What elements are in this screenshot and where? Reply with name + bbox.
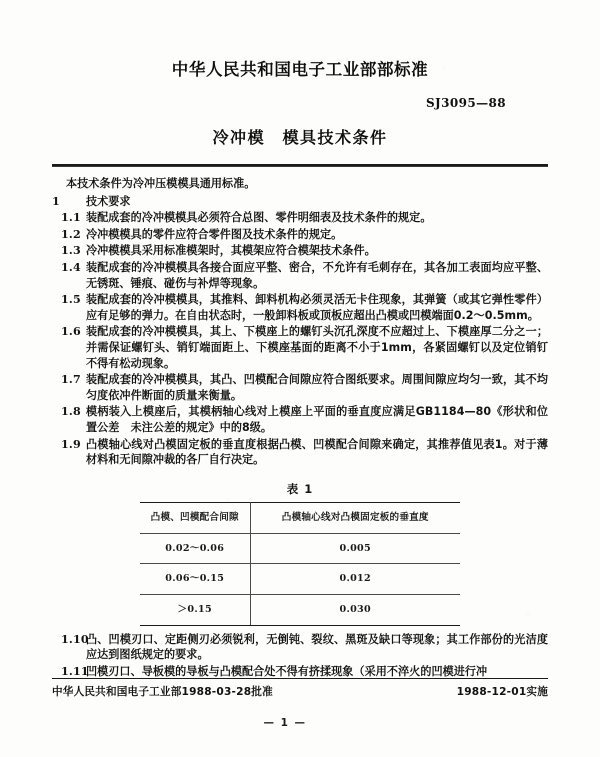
intro-paragraph: 本技术条件为冷冲压模模具通用标准。: [66, 177, 256, 190]
clause-1-7: [52, 372, 548, 403]
cell-clearance: ＞0.15: [140, 595, 250, 626]
clause-number: 1.6: [61, 325, 81, 339]
clause-1-1: [52, 210, 548, 226]
document-body: [52, 176, 548, 679]
table-caption: 表 1: [286, 481, 314, 496]
document-header: [52, 56, 548, 80]
cell-clearance: 0.02～0.06: [140, 533, 250, 564]
clause-text: 凹模刃口、导板模的导板与凸模配合处不得有挤揉现象（采用不淬火的凹模进行冲: [86, 664, 488, 678]
table-1-container: [52, 482, 548, 626]
clause-1-8: [52, 404, 548, 435]
section-heading: [52, 194, 548, 210]
document-title-row: [52, 125, 548, 148]
clause-text: 装配成套的冷冲模模具各接合面应平整、密合，不允许有毛刺存在，其各加工表面均应平整、无锈斑、锤痕、碰伤与补焊等现象。: [86, 260, 548, 290]
clause-text: 装配成套的冷冲模模具必须符合总图、零件明细表及技术条件的规定。: [86, 211, 432, 225]
clause-1-6: [52, 324, 548, 371]
clause-text: 模柄装入上模座后，其模柄轴心线对上模座上平面的垂直度应满足GB1184—80《形状和位置公差 未注公差的规定》中的8级。: [86, 405, 548, 434]
cell-perpendicularity: 0.030: [250, 595, 460, 626]
page-title: 冷冲模 模具技术条件: [212, 128, 388, 147]
clause-1-5: [52, 292, 548, 323]
clause-text: 凸、凹模刃口、定距侧刃必须锐利，无倒钝、裂纹、黑斑及缺口等现象；其工作部份的光洁度应达到图纸规定的要求。: [86, 632, 548, 662]
clause-number: 1.5: [61, 293, 81, 307]
cell-perpendicularity: 0.012: [250, 564, 460, 595]
page-number: — 1 —: [263, 717, 307, 729]
clause-number: 1.10: [61, 632, 89, 646]
clause-1-9: [52, 437, 548, 468]
clause-1-4: [52, 260, 548, 291]
clause-1-2: [52, 227, 548, 243]
clause-text: 凸模轴心线对凸模固定板的垂直度根据凸模、凹模配合间隙来确定，其推荐值见表1。对于薄材料和无间隙冲裁的各厂自行决定。: [86, 437, 548, 467]
footer-divider: [52, 678, 548, 679]
clause-number: 1.3: [61, 244, 81, 258]
cell-perpendicularity: 0.005: [250, 533, 460, 564]
clause-text: 装配成套的冷冲模模具，其推料、卸料机构必须灵活无卡住现象，其弹簧（或其它弹性零件）应有足够的弹力。在自由状态时，一般卸料板或顶板应超出凸模或凹模端面0.2～0.5mm。: [86, 293, 548, 322]
table-header-row: [140, 503, 460, 534]
clause-number: 1.4: [61, 260, 81, 274]
table-row: [140, 564, 460, 595]
standard-number: SJ3095—88: [425, 96, 506, 110]
clause-number: 1.7: [61, 373, 81, 387]
clause-number: 1.1: [61, 211, 81, 225]
clause-number: 1.11: [61, 664, 89, 678]
tolerance-table: [140, 502, 460, 625]
footer-row: [52, 684, 548, 699]
table-row: [140, 533, 460, 564]
clause-number: 1.2: [61, 227, 81, 241]
implementation-date: 1988-12-01实施: [456, 686, 548, 698]
cell-clearance: 0.06～0.15: [140, 564, 250, 595]
issuing-organization: 中华人民共和国电子工业部部标准: [171, 60, 429, 79]
table-row: [140, 595, 460, 626]
page-footer: [52, 678, 548, 699]
approval-statement: 中华人民共和国电子工业部1988-03-28批准: [52, 686, 273, 698]
clause-number: 1.8: [61, 405, 81, 419]
clause-1-10: [52, 632, 548, 663]
section-number: 1: [52, 194, 60, 208]
clause-number: 1.9: [61, 437, 81, 451]
standard-number-row: [52, 92, 548, 111]
header-divider: [52, 164, 548, 167]
clause-text: 冷冲模模具采用标准模架时，其模架应符合模架技术条件。: [86, 244, 376, 258]
column-header-clearance: 凸模、凹模配合间隙: [140, 503, 250, 534]
clause-1-3: [52, 243, 548, 259]
clause-text: 装配成套的冷冲模模具，其凸、凹模配合间隙应符合图纸要求。周围间隙应均匀一致，其不均匀度依冲件断面的质量来衡量。: [86, 373, 548, 402]
clause-text: 冷冲模模具的零件应符合零件图及技术条件的规定。: [86, 227, 343, 241]
clause-text: 装配成套的冷冲模模具，其上、下模座上的螺钉头沉孔深度不应超过上、下模座厚二分之一；并需保证螺钉头、销钉端面距上、下模座基面的距离不小于1mm，各紧固螺钉以及定位销钉不得有松动现象。: [86, 325, 548, 370]
column-header-perpendicularity: 凸模轴心线对凸模固定板的垂直度: [250, 503, 460, 534]
section-title: 技术要求: [86, 194, 131, 208]
